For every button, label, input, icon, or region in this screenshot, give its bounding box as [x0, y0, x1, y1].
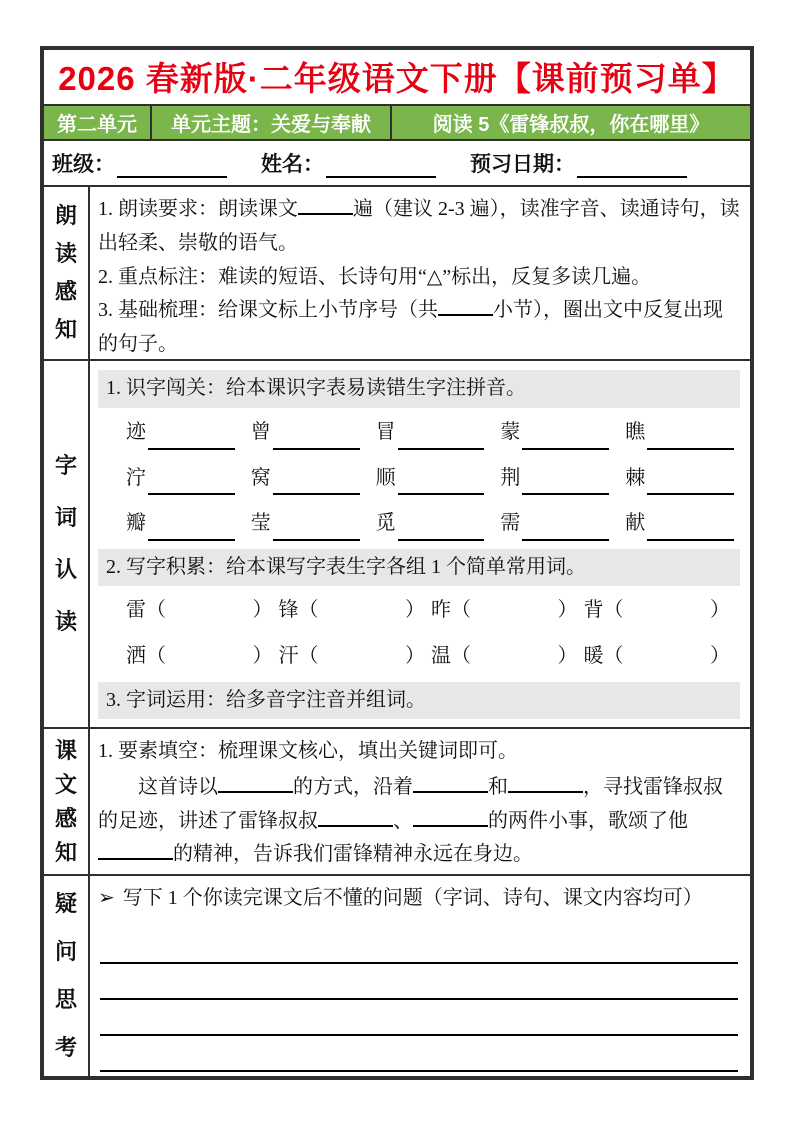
- fill-blank: [146, 726, 201, 727]
- arrow-bullet-icon: ➢: [98, 887, 115, 910]
- writing-line: [100, 1000, 738, 1036]
- fill-blank: [522, 429, 609, 450]
- word-row: 雷 （ ） 锋 （ ） 昨 （ ） 背 （ ）: [98, 590, 740, 632]
- section-words-label-cell: [44, 361, 90, 727]
- question-prompt: [98, 882, 740, 916]
- char: 洒: [126, 644, 146, 667]
- char: 需: [500, 512, 521, 535]
- worksheet: [40, 46, 754, 1080]
- char: 冒: [375, 421, 396, 443]
- section-reading-label-cell: [44, 187, 90, 359]
- name-label: 姓名：: [261, 153, 324, 177]
- lesson-title-cell: 阅读 5《雷锋叔叔，你在哪里》: [392, 106, 750, 139]
- char: 背: [583, 599, 604, 622]
- task-title-pinyin: 1. 识字闯关：给本课识字表易读错生字注拼音。: [98, 370, 740, 408]
- task-title-fill: 1. 要素填空：梳理课文核心，填出关键词即可。: [98, 740, 518, 763]
- fill-blank: [311, 726, 366, 727]
- fill-paragraph: 这首诗以 的方式，沿着 和 ，寻找雷锋叔叔的足迹，讲述了雷锋叔叔 、 的两件小事，歌颂了他的精神，告诉我们雷锋精神永远在身边。: [98, 771, 740, 872]
- unit-bar: [44, 104, 750, 141]
- char: 窝: [250, 466, 271, 489]
- fill-blank: [522, 520, 609, 541]
- fill-blank: [148, 429, 235, 450]
- section-text-label-cell: [44, 729, 90, 874]
- reading-item-2: 2. 重点标注：难读的短语、长诗句用“△”标出，反复多读几遍。: [98, 265, 652, 288]
- fill-blank: [218, 772, 293, 793]
- char: 曾: [250, 421, 271, 443]
- reading-item-1: 1. 朗读要求：朗读课文 遍（建议 2-3 遍），读准字音、读通诗句，读出轻柔、崇敬的语气。: [98, 193, 740, 260]
- name-blank: [326, 156, 436, 178]
- char: 暖: [583, 644, 604, 667]
- fill-blank: [522, 474, 609, 495]
- student-info-row: [44, 141, 750, 187]
- page-title: 2026 春新版·二年级语文下册【课前预习单】: [58, 60, 736, 98]
- task-title-words: 2. 写字积累：给本课写字表生字各组 1 个简单常用词。: [98, 549, 740, 587]
- section-text-comprehension: [44, 729, 750, 876]
- section-reading: [44, 187, 750, 361]
- char: 棘: [625, 466, 646, 489]
- section-questions-label-cell: [44, 876, 90, 1076]
- section-text-content: [90, 729, 750, 874]
- char: 温: [431, 644, 451, 667]
- fill-blank: [438, 295, 493, 316]
- class-blank: [117, 156, 227, 178]
- char: 瓣: [126, 512, 146, 535]
- fill-blank: [647, 429, 734, 450]
- pinyin-row: [98, 458, 740, 500]
- section-label: 字词认读: [54, 453, 77, 635]
- fill-blank: [98, 839, 173, 860]
- char: 雷: [126, 599, 146, 622]
- writing-line: [100, 964, 738, 1000]
- reading-item-3: 3. 基础梳理：给课文标上小节序号（共 小节），圈出文中反复出现的句子。: [98, 294, 740, 359]
- char: 锋: [278, 599, 299, 622]
- pinyin-row: [98, 412, 740, 454]
- fill-blank: [413, 806, 488, 827]
- fill-blank: [273, 520, 360, 541]
- char: 莹: [250, 512, 271, 535]
- word-row: 洒 （ ） 汗 （ ） 温 （ ） 暖 （ ）: [98, 636, 740, 678]
- char: 觅: [375, 512, 396, 535]
- question-prompt-text: 写下 1 个你读完课文后不懂的问题（字词、诗句、课文内容均可）: [122, 887, 703, 910]
- fill-blank: [273, 429, 360, 450]
- section-label: 朗读感知: [54, 203, 77, 343]
- char: 瞧: [625, 421, 646, 443]
- unit-number-cell: 第二单元: [44, 106, 152, 139]
- section-reading-content: [90, 187, 750, 359]
- fill-blank: [148, 520, 235, 541]
- fill-blank: [398, 520, 485, 541]
- fill-blank: [398, 429, 485, 450]
- writing-line: [100, 916, 738, 964]
- fill-blank: [508, 772, 583, 793]
- task-title-polyphone: 3. 字词运用：给多音字注音并组词。: [98, 682, 740, 720]
- polyphone-row: [98, 723, 740, 727]
- section-questions-content: [90, 876, 750, 1076]
- char: 荆: [500, 466, 521, 489]
- char: 迹: [126, 421, 146, 443]
- fill-blank: [413, 772, 488, 793]
- fill-blank: [647, 520, 734, 541]
- date-label: 预习日期：: [470, 153, 575, 177]
- fill-blank: [398, 474, 485, 495]
- char: 顺: [375, 466, 396, 489]
- writing-line: [100, 1036, 738, 1072]
- section-words: [44, 361, 750, 729]
- fill-blank: [298, 194, 353, 215]
- char: 献: [625, 512, 646, 535]
- unit-theme-cell: 单元主题：关爱与奉献: [152, 106, 392, 139]
- fill-blank: [647, 474, 734, 495]
- date-blank: [577, 156, 687, 178]
- section-questions: [44, 876, 750, 1076]
- fill-blank: [273, 474, 360, 495]
- class-label: 班级：: [52, 153, 115, 177]
- section-words-content: [90, 361, 750, 727]
- char: 蒙: [500, 421, 521, 443]
- char: 汗: [278, 644, 299, 667]
- char: 昨: [431, 599, 451, 622]
- section-label: 疑问思考: [54, 891, 77, 1061]
- char: 泞: [126, 466, 146, 489]
- fill-blank: [318, 806, 393, 827]
- fill-blank: [148, 474, 235, 495]
- pinyin-row: [98, 503, 740, 545]
- section-label: 课文感知: [54, 737, 77, 865]
